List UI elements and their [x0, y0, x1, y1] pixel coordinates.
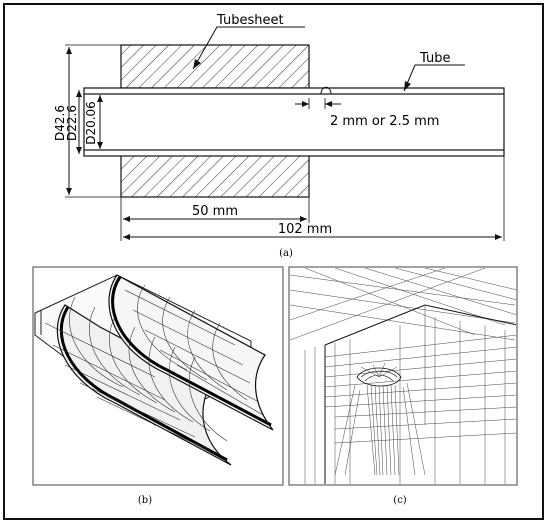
dim-inner-label: D20.06 [84, 101, 98, 145]
tubesheet-lower [121, 155, 309, 197]
dim-bore-label: D22.6 [65, 105, 79, 141]
gap-label: 2 mm or 2.5 mm [330, 114, 440, 129]
mesh-c [289, 267, 517, 506]
tube-wall-top [84, 88, 504, 94]
caption-a: (a) [279, 248, 293, 259]
drawing-a [53, 13, 504, 259]
tube-wall-bottom [84, 150, 504, 156]
tube-label: Tube [420, 51, 451, 66]
tube-leader [404, 65, 465, 91]
dim-length-total-label: 102 mm [277, 222, 333, 237]
caption-b: (b) [137, 495, 153, 506]
mesh-b [33, 267, 283, 506]
tubesheet-upper [121, 45, 309, 88]
figure-frame [3, 3, 544, 520]
tubesheet-label: Tubesheet [217, 13, 284, 28]
figure-canvas [5, 5, 542, 518]
dim-outer-label: D42.6 [53, 105, 67, 141]
caption-c: (c) [393, 495, 407, 506]
dim-length-tubesheet-label: 50 mm [191, 204, 239, 219]
